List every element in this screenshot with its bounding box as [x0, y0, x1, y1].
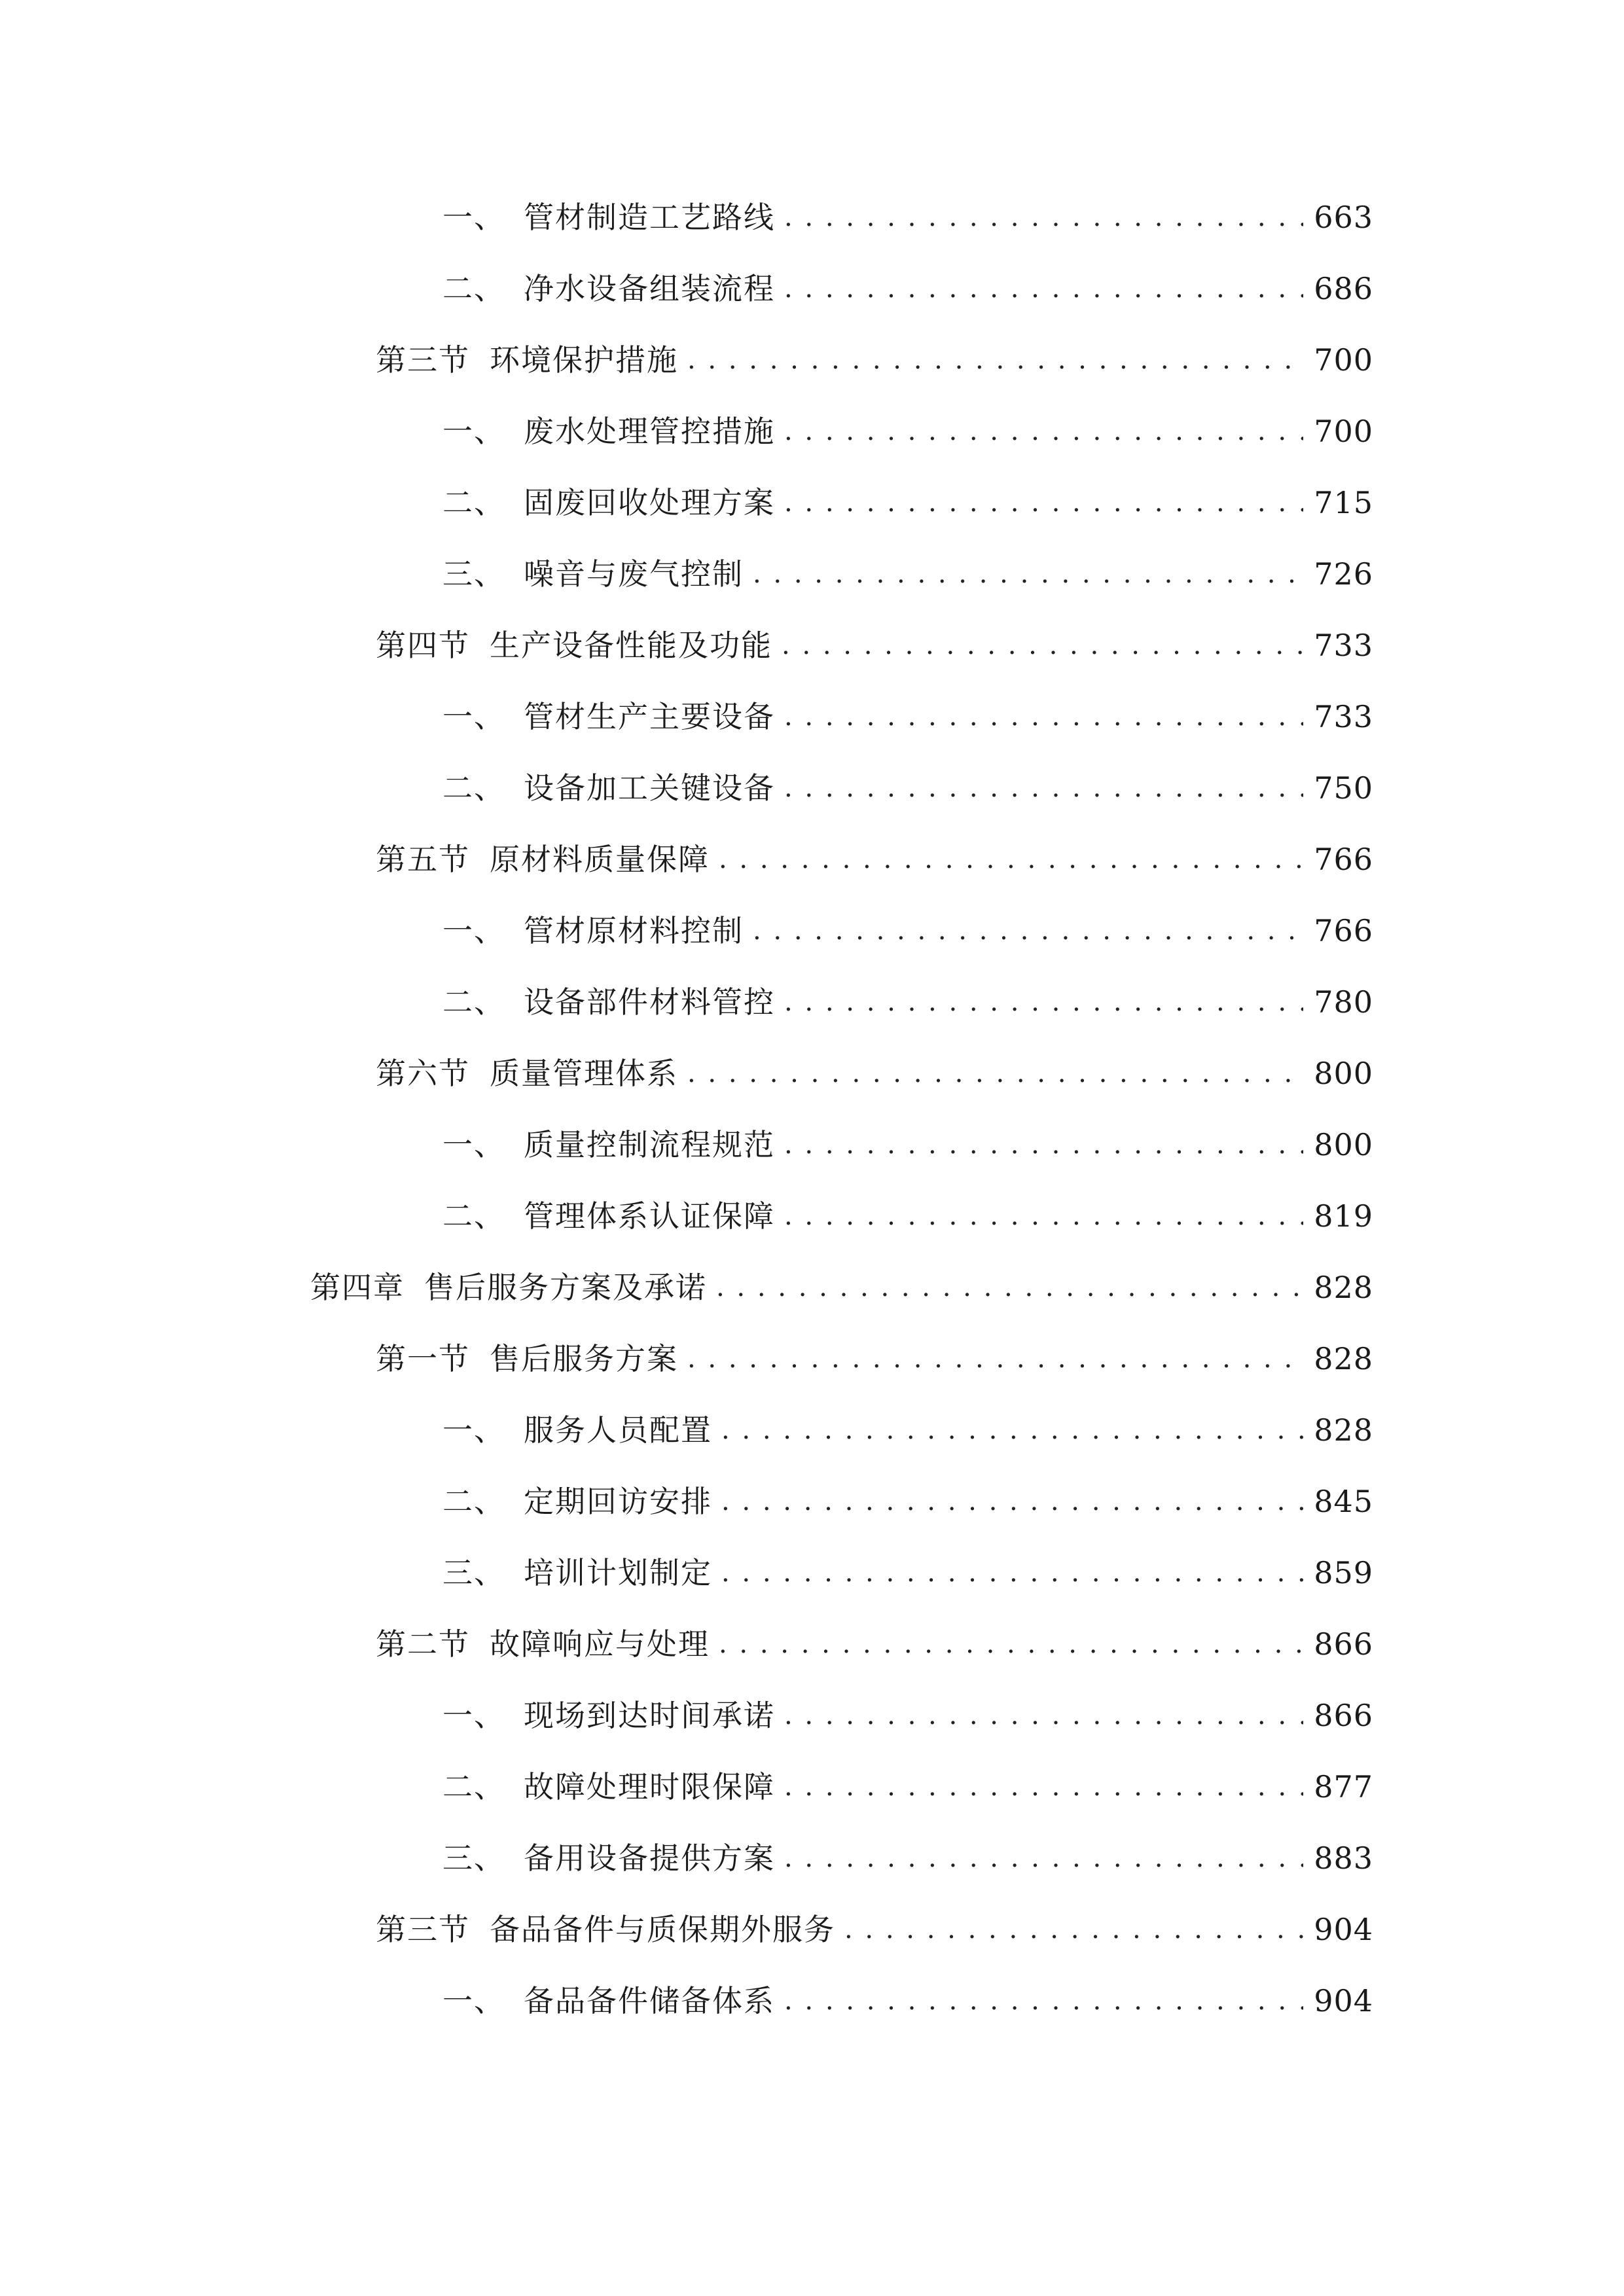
toc-entry-title: 环境保护措施: [490, 342, 678, 378]
toc-entry-title: 服务人员配置: [524, 1412, 712, 1448]
toc-entry-number: 二、: [442, 1484, 505, 1519]
toc-dot-leader: [784, 762, 1303, 814]
toc-entry-number: 二、: [442, 271, 505, 306]
toc-entry[interactable]: [376, 1903, 1373, 1956]
toc-entry-number: 二、: [442, 1198, 505, 1234]
toc-entry-number: 第五节: [376, 842, 470, 877]
toc-dot-leader: [716, 1261, 1303, 1314]
toc-entry[interactable]: [442, 1761, 1373, 1813]
toc-entry[interactable]: [442, 548, 1373, 600]
toc-dot-leader: [784, 976, 1303, 1028]
toc-entry-title: 净水设备组装流程: [524, 271, 775, 306]
toc-dot-leader: [784, 405, 1303, 457]
toc-dot-leader: [844, 1903, 1303, 1956]
toc-entry-page: 715: [1314, 485, 1373, 520]
toc-entry[interactable]: [442, 1119, 1373, 1171]
toc-entry-title: 管材制造工艺路线: [524, 200, 775, 235]
toc-dot-leader: [753, 548, 1303, 600]
toc-dot-leader: [687, 1047, 1303, 1100]
toc-entry-title: 质量管理体系: [490, 1056, 678, 1091]
toc-entry-number: 第三节: [376, 1912, 470, 1947]
toc-entry-title: 故障响应与处理: [490, 1626, 710, 1662]
toc-entry-title: 噪音与废气控制: [524, 556, 744, 592]
toc-dot-leader: [784, 1761, 1303, 1813]
toc-entry-title: 售后服务方案及承诺: [424, 1270, 707, 1305]
toc-dot-leader: [719, 833, 1303, 886]
toc-entry-number: 一、: [442, 200, 505, 235]
toc-entry-page: 686: [1314, 271, 1373, 306]
toc-dot-leader: [721, 1547, 1303, 1599]
toc-dot-leader: [784, 1832, 1303, 1884]
toc-entry-title: 质量控制流程规范: [524, 1127, 775, 1162]
toc-entry-page: 883: [1314, 1840, 1373, 1876]
toc-dot-leader: [719, 1618, 1303, 1670]
toc-entry[interactable]: [442, 905, 1373, 957]
toc-entry-page: 750: [1314, 770, 1373, 806]
toc-entry[interactable]: [376, 1618, 1373, 1670]
toc-entry[interactable]: [442, 191, 1373, 243]
toc-entry[interactable]: [442, 1404, 1373, 1456]
toc-entry-page: 766: [1314, 913, 1373, 948]
toc-entry-number: 第一节: [376, 1341, 470, 1376]
toc-entry-number: 二、: [442, 485, 505, 520]
toc-entry-title: 故障处理时限保障: [524, 1769, 775, 1804]
toc-entry[interactable]: [442, 405, 1373, 457]
toc-entry-page: 663: [1314, 200, 1373, 235]
toc-entry[interactable]: [442, 1689, 1373, 1742]
toc-dot-leader: [721, 1404, 1303, 1456]
toc-entry-title: 设备加工关键设备: [524, 770, 775, 806]
toc-entry-title: 管理体系认证保障: [524, 1198, 775, 1234]
toc-entry-page: 845: [1314, 1484, 1373, 1519]
toc-entry-number: 三、: [442, 1555, 505, 1590]
toc-entry[interactable]: [442, 1547, 1373, 1599]
toc-entry-number: 一、: [442, 414, 505, 449]
toc-dot-leader: [784, 1119, 1303, 1171]
toc-entry-page: 700: [1314, 342, 1373, 378]
toc-dot-leader: [687, 334, 1303, 386]
toc-entry-number: 第四节: [376, 628, 470, 663]
toc-entry-page: 726: [1314, 556, 1373, 592]
toc-entry-number: 一、: [442, 699, 505, 734]
toc-entry-page: 700: [1314, 414, 1373, 449]
toc-entry-number: 第四章: [310, 1270, 405, 1305]
toc-entry[interactable]: [376, 1047, 1373, 1100]
toc-dot-leader: [784, 691, 1303, 743]
toc-entry[interactable]: [442, 1832, 1373, 1884]
toc-entry[interactable]: [376, 619, 1373, 672]
toc-entry[interactable]: [442, 691, 1373, 743]
toc-entry[interactable]: [442, 762, 1373, 814]
toc-entry-title: 生产设备性能及功能: [490, 628, 772, 663]
toc-entry-number: 二、: [442, 1769, 505, 1804]
toc-entry-number: 一、: [442, 1412, 505, 1448]
toc-entry-number: 二、: [442, 770, 505, 806]
toc-dot-leader: [784, 476, 1303, 529]
toc-entry-page: 877: [1314, 1769, 1373, 1804]
toc-entry-title: 现场到达时间承诺: [524, 1698, 775, 1733]
toc-entry[interactable]: [442, 976, 1373, 1028]
toc-entry-title: 固废回收处理方案: [524, 485, 775, 520]
toc-dot-leader: [784, 262, 1303, 315]
toc-dot-leader: [784, 1975, 1303, 2027]
toc-entry-number: 三、: [442, 556, 505, 592]
toc-entry[interactable]: [376, 334, 1373, 386]
toc-entry-title: 售后服务方案: [490, 1341, 678, 1376]
toc-entry-page: 866: [1314, 1626, 1373, 1662]
toc-entry[interactable]: [376, 833, 1373, 886]
toc-entry[interactable]: [442, 1190, 1373, 1242]
toc-entry-page: 766: [1314, 842, 1373, 877]
toc-entry-title: 设备部件材料管控: [524, 984, 775, 1020]
toc-entry-number: 第二节: [376, 1626, 470, 1662]
toc-entry-page: 904: [1314, 1912, 1373, 1947]
toc-entry[interactable]: [442, 262, 1373, 315]
toc-dot-leader: [721, 1475, 1303, 1528]
toc-entry-title: 原材料质量保障: [490, 842, 710, 877]
toc-entry[interactable]: [442, 476, 1373, 529]
toc-entry-page: 828: [1314, 1270, 1373, 1305]
toc-entry-number: 第六节: [376, 1056, 470, 1091]
toc-entry-title: 备用设备提供方案: [524, 1840, 775, 1876]
toc-entry-page: 800: [1314, 1127, 1373, 1162]
toc-dot-leader: [784, 1689, 1303, 1742]
toc-dot-leader: [784, 1190, 1303, 1242]
toc-entry-page: 819: [1314, 1198, 1373, 1234]
toc-entry-page: 828: [1314, 1341, 1373, 1376]
toc-entry-number: 一、: [442, 1698, 505, 1733]
toc-entry-page: 780: [1314, 984, 1373, 1020]
toc-entry-page: 866: [1314, 1698, 1373, 1733]
toc-entry-title: 备品备件储备体系: [524, 1983, 775, 2018]
toc-entry[interactable]: [376, 1333, 1373, 1385]
toc-entry-page: 733: [1314, 628, 1373, 663]
toc-entry-page: 733: [1314, 699, 1373, 734]
toc-entry-title: 管材原材料控制: [524, 913, 744, 948]
toc-entry[interactable]: [442, 1975, 1373, 2027]
toc-entry-number: 一、: [442, 913, 505, 948]
toc-entry-number: 三、: [442, 1840, 505, 1876]
toc-entry-title: 备品备件与质保期外服务: [490, 1912, 835, 1947]
toc-entry-page: 800: [1314, 1056, 1373, 1091]
toc-entry-title: 废水处理管控措施: [524, 414, 775, 449]
toc-dot-leader: [782, 619, 1303, 672]
toc-dot-leader: [687, 1333, 1303, 1385]
toc-entry-chapter[interactable]: [310, 1261, 1373, 1314]
toc-entry-page: 828: [1314, 1412, 1373, 1448]
toc-entry-title: 管材生产主要设备: [524, 699, 775, 734]
toc-entry-number: 第三节: [376, 342, 470, 378]
toc-entry-number: 一、: [442, 1127, 505, 1162]
toc-entry-title: 定期回访安排: [524, 1484, 712, 1519]
toc-entry-title: 培训计划制定: [524, 1555, 712, 1590]
toc-dot-leader: [753, 905, 1303, 957]
toc-entry-page: 859: [1314, 1555, 1373, 1590]
toc-entry-number: 二、: [442, 984, 505, 1020]
toc-entry-page: 904: [1314, 1983, 1373, 2018]
toc-entry-number: 一、: [442, 1983, 505, 2018]
toc-dot-leader: [784, 191, 1303, 243]
toc-entry[interactable]: [442, 1475, 1373, 1528]
